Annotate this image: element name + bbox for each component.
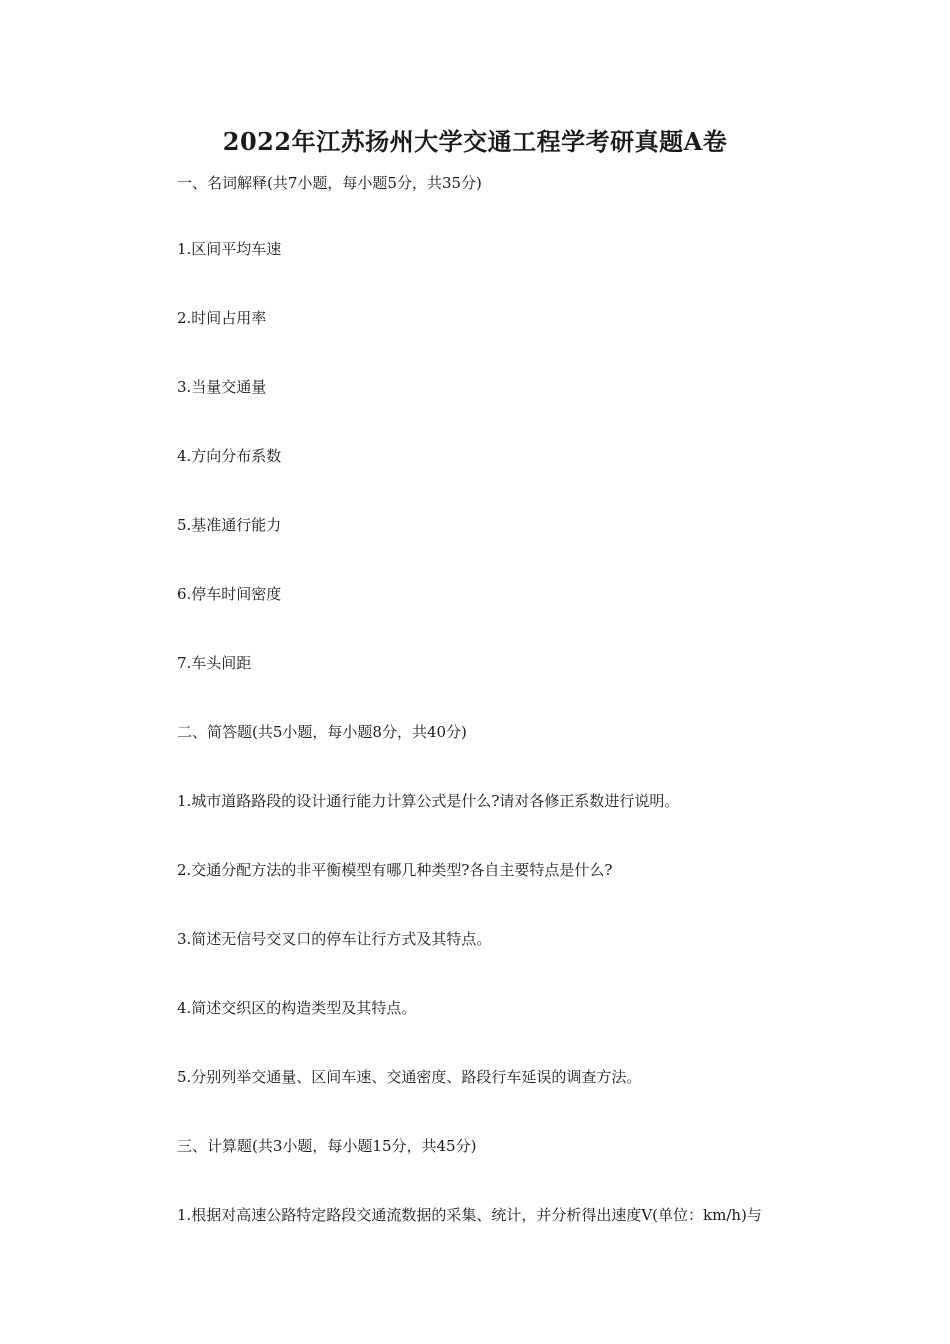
section2-heading: 二、简答题(共5小题，每小题8分，共40分) [177, 723, 467, 741]
section2-item: 2.交通分配方法的非平衡模型有哪几种类型?各自主要特点是什么? [177, 861, 613, 879]
section1-item: 7.车头间距 [177, 654, 252, 672]
section3-item: 1.根据对高速公路特定路段交通流数据的采集、统计，并分析得出速度V(单位：km/h)与 [177, 1206, 762, 1224]
section2-item: 3.简述无信号交叉口的停车让行方式及其特点。 [177, 930, 492, 948]
section2-item: 4.简述交织区的构造类型及其特点。 [177, 999, 417, 1017]
section1-item: 2.时间占用率 [177, 309, 267, 327]
section2-item: 1.城市道路路段的设计通行能力计算公式是什么?请对各修正系数进行说明。 [177, 792, 680, 810]
document-title: 2022年江苏扬州大学交通工程学考研真题A卷 [222, 127, 728, 156]
section1-item: 4.方向分布系数 [177, 447, 282, 465]
section1-item: 3.当量交通量 [177, 378, 267, 396]
section1-heading: 一、名词解释(共7小题，每小题5分，共35分) [177, 174, 482, 192]
section1-item: 6.停车时间密度 [177, 585, 282, 603]
section2-item: 5.分别列举交通量、区间车速、交通密度、路段行车延误的调查方法。 [177, 1068, 642, 1086]
section1-item: 1.区间平均车速 [177, 240, 282, 258]
section3-heading: 三、计算题(共3小题，每小题15分，共45分) [177, 1137, 477, 1155]
section1-item: 5.基准通行能力 [177, 516, 282, 534]
